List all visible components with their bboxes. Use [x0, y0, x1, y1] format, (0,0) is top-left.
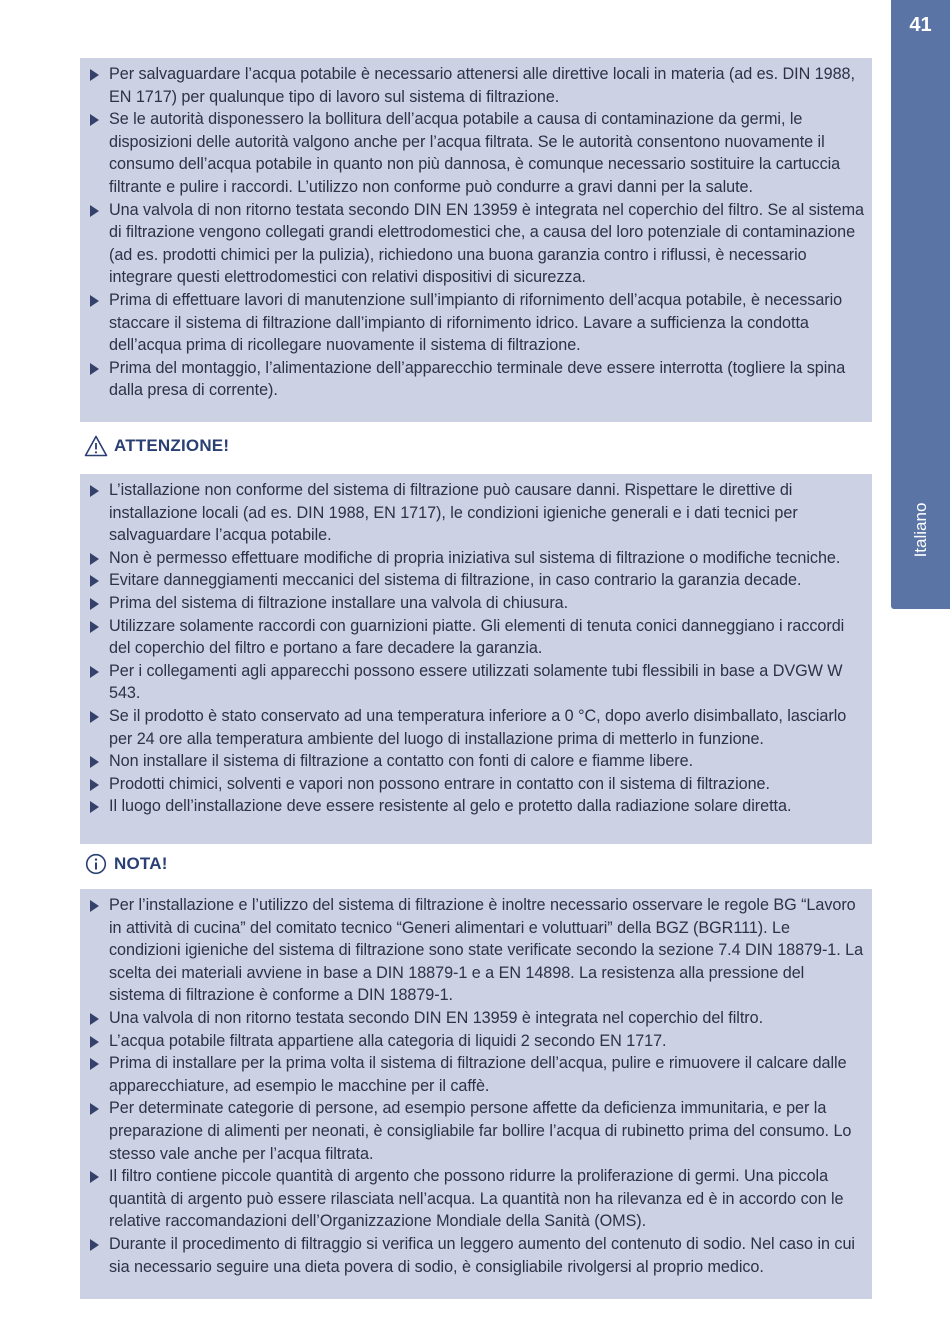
- list-item-text: Durante il procedimento di filtraggio si verifica un leggero aumento del contenuto di sodio. Nel caso in cui sia necessario seguire una dieta povera di sodio, è consigliabile rivolgersi al proprio medico.: [109, 1234, 855, 1276]
- list-item: [88, 479, 864, 547]
- bullet-arrow-icon: [90, 1013, 99, 1025]
- list-item-text: Una valvola di non ritorno testata secondo DIN EN 13959 è integrata nel coperchio del filtro. Se al sistema di filtrazione vengono collegati grandi elettrodomestici che, a causa del loro potenziale di contaminazione (ad es. prodotti chimici per la pulizia), richiedono una buona garanzia contro i riflussi, è necessario integrare questi elettrodomestici con relativi dispositivi di sicurezza.: [109, 200, 864, 287]
- note-header: [84, 851, 168, 877]
- list-item: [88, 547, 864, 570]
- list-item: [88, 63, 864, 108]
- list-item: [88, 289, 864, 357]
- list-item: [88, 660, 864, 705]
- list-item-text: Il luogo dell’installazione deve essere resistente al gelo e protetto dalla radiazione solare diretta.: [109, 797, 792, 816]
- list-item: [88, 1165, 864, 1233]
- list-item-text: Non è permesso effettuare modifiche di propria iniziativa sul sistema di filtrazione o modifiche tecniche.: [109, 548, 841, 567]
- list-item: [88, 592, 864, 615]
- bullet-arrow-icon: [90, 69, 99, 81]
- list-item: [88, 615, 864, 660]
- list-item: [88, 1233, 864, 1278]
- bullet-arrow-icon: [90, 756, 99, 768]
- list-item: [88, 773, 864, 796]
- list-item-text: Per salvaguardare l’acqua potabile è necessario attenersi alle direttive locali in materia (ad es. DIN 1988, EN 1717) per qualunque tipo di lavoro sul sistema di filtrazione.: [109, 65, 855, 106]
- bullet-arrow-icon: [90, 205, 99, 217]
- language-label: Italiano: [911, 502, 930, 558]
- bullet-arrow-icon: [90, 1239, 99, 1251]
- list-item: [88, 1007, 864, 1030]
- list-item-text: Non installare il sistema di filtrazione a contatto con fonti di calore e fiamme libere.: [109, 752, 694, 771]
- list-item-text: Prima di installare per la prima volta il sistema di filtrazione dell’acqua, pulire e rimuovere il calcare dalle apparecchiature, ad esempio le macchine per il caffè.: [109, 1054, 847, 1095]
- info-circle-icon: [84, 853, 108, 875]
- list-item: [88, 894, 864, 1007]
- list-item: [88, 705, 864, 750]
- list-item: [88, 750, 864, 773]
- list-item: [88, 1030, 864, 1053]
- list-item-text: Una valvola di non ritorno testata secondo DIN EN 13959 è integrata nel coperchio del filtro.: [109, 1008, 764, 1027]
- bullet-arrow-icon: [90, 575, 99, 587]
- list-item: [88, 108, 864, 198]
- list-item-text: Prima del montaggio, l’alimentazione dell’apparecchio terminale deve essere interrotta (togliere la spina dalla presa di corrente).: [109, 358, 846, 400]
- bullet-arrow-icon: [90, 1171, 99, 1183]
- warning-triangle-icon: [84, 435, 108, 457]
- list-item-text: Per l’installazione e l’utilizzo del sistema di filtrazione è inoltre necessario osservare le regole BG “Lavoro in attività di cucina” del comitato tecnico “Generi alimentari e voluttuari” della BGZ (BGR111). Le condizioni igieniche del sistema di filtrazione sono state verificate secondo la sezione 7.4 DIN 18879-1. La scelta dei materiali avviene in base a DIN 18879-1 e a EN 14898. La resistenza alla pressione del sistema di filtrazione è conforme a DIN 18879-1.: [109, 896, 864, 1005]
- safety-notes-box: [80, 58, 872, 422]
- list-item: [88, 795, 864, 818]
- attention-box: [80, 474, 872, 844]
- list-item-text: Per i collegamenti agli apparecchi possono essere utilizzati solamente tubi flessibili in base a DVGW W 543.: [109, 661, 843, 703]
- note-box: [80, 889, 872, 1299]
- note-list: [80, 889, 872, 1278]
- list-item-text: Se il prodotto è stato conservato ad una temperatura inferiore a 0 °C, dopo averlo disimballato, lasciarlo per 24 ore alla temperatura ambiente del luogo di installazione prima di metterlo in funzione.: [109, 706, 847, 748]
- list-item: [88, 569, 864, 592]
- safety-notes-list: [80, 58, 872, 402]
- list-item-text: Utilizzare solamente raccordi con guarnizioni piatte. Gli elementi di tenuta conici danneggiano i raccordi del coperchio del filtro e portano a fare decadere la garanzia.: [109, 616, 845, 658]
- bullet-arrow-icon: [90, 801, 99, 813]
- bullet-arrow-icon: [90, 1058, 99, 1070]
- list-item-text: Prima di effettuare lavori di manutenzione sull’impianto di rifornimento dell’acqua potabile, è necessario staccare il sistema di filtrazione dall’impianto di rifornimento idrico. Lavare a sufficienza la condotta dell’acqua prima di ricollegare nuovamente il sistema di filtrazione.: [109, 290, 843, 355]
- list-item-text: Prodotti chimici, solventi e vapori non possono entrare in contatto con il sistema di filtrazione.: [109, 774, 770, 793]
- bullet-arrow-icon: [90, 598, 99, 610]
- bullet-arrow-icon: [90, 1036, 99, 1048]
- list-item-text: L’acqua potabile filtrata appartiene alla categoria di liquidi 2 secondo EN 1717.: [109, 1031, 667, 1050]
- bullet-arrow-icon: [90, 363, 99, 375]
- bullet-arrow-icon: [90, 900, 99, 912]
- page-number: 41: [909, 14, 932, 36]
- bullet-arrow-icon: [90, 295, 99, 307]
- list-item-text: Prima del sistema di filtrazione installare una valvola di chiusura.: [109, 593, 569, 612]
- bullet-arrow-icon: [90, 114, 99, 126]
- list-item-text: L’istallazione non conforme del sistema di filtrazione può causare danni. Rispettare le direttive di installazione locali (ad es. DIN 1988, EN 1717), le condizioni igieniche generali e i dati tecnici per salvaguardare l’acqua potabile.: [109, 481, 798, 545]
- bullet-arrow-icon: [90, 621, 99, 633]
- bullet-arrow-icon: [90, 485, 99, 497]
- list-item-text: Per determinate categorie di persone, ad esempio persone affette da deficienza immunitaria, e per la preparazione di alimenti per neonati, è consigliabile far bollire l’acqua di rubinetto prima del consumo. Lo stesso vale anche per l’acqua filtrata.: [109, 1099, 852, 1163]
- bullet-arrow-icon: [90, 779, 99, 791]
- attention-list: [80, 474, 872, 818]
- attention-title: ATTENZIONE!: [114, 436, 230, 455]
- list-item: [88, 357, 864, 402]
- list-item: [88, 1052, 864, 1097]
- note-title: NOTA!: [114, 854, 168, 873]
- bullet-arrow-icon: [90, 553, 99, 565]
- list-item-text: Evitare danneggiamenti meccanici del sistema di filtrazione, in caso contrario la garanzia decade.: [109, 571, 802, 590]
- bullet-arrow-icon: [90, 666, 99, 678]
- list-item: [88, 1097, 864, 1165]
- bullet-arrow-icon: [90, 711, 99, 723]
- bullet-arrow-icon: [90, 1103, 99, 1115]
- list-item-text: Se le autorità disponessero la bollitura dell’acqua potabile a causa di contaminazione da germi, le disposizioni delle autorità valgono anche per l’acqua filtrata. Se le autorità consentono nuovamente il consumo dell’acqua potabile in quanto non più dannosa, è comunque necessario sostituire la cartuccia filtrante e pulire i raccordi. L’utilizzo non conforme può condurre a gravi danni per la salute.: [109, 110, 841, 196]
- attention-header: [84, 433, 229, 459]
- list-item: [88, 199, 864, 289]
- list-item-text: Il filtro contiene piccole quantità di argento che possono ridurre la proliferazione di germi. Una piccola quantità di argento può essere rilasciata nell’acqua. La quantità non ha rilevanza ed è in accordo con le relative raccomandazioni dell’Organizzazione Mondiale della Sanità (OMS).: [109, 1167, 844, 1231]
